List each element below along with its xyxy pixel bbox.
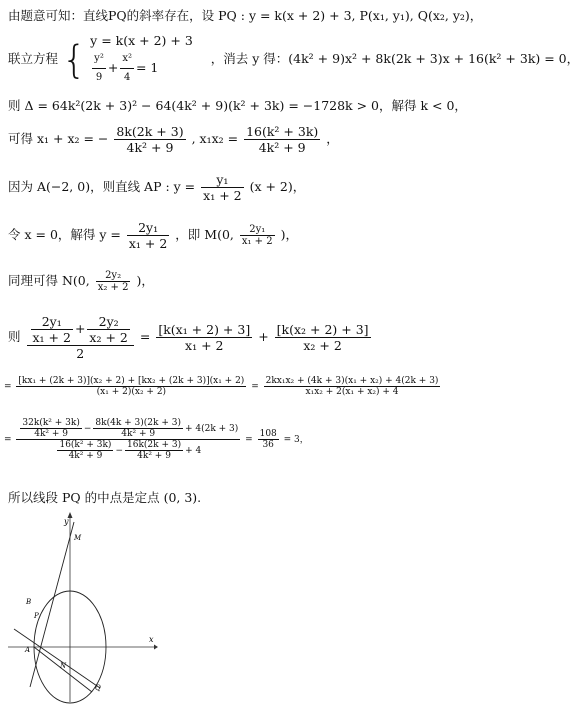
line-5 xyxy=(8,172,305,203)
ellipse-diagram xyxy=(8,512,158,702)
frac-den: 4k² + 9 xyxy=(68,451,103,461)
frac-num: 8k(4k + 3)(2k + 3) xyxy=(95,418,181,428)
line-4-mid: , x₁x₂ = xyxy=(191,131,239,146)
frac-t1 xyxy=(20,418,81,439)
frac-num: [k(x₂ + 2) + 3] xyxy=(276,322,369,337)
system-eq2: $\frac{\text{y²}}{9}$ + $\frac{\text{x²}}{4}$ = 1 xyxy=(90,50,193,87)
frac-num: [k(x₁ + 2) + 3] xyxy=(158,322,251,337)
line-4-prefix: 可得 x₁ + x₂ = − xyxy=(8,131,109,146)
line-4 xyxy=(8,124,339,155)
frac-num: 108 xyxy=(259,429,277,439)
label-n: N xyxy=(60,662,67,670)
frac-num: 16k(2k + 3) xyxy=(127,440,182,450)
frac-den: x₁ + 2 xyxy=(32,330,71,345)
frac-num: 2y₁ xyxy=(127,220,169,236)
frac-num: [kx₁ + (2k + 3)](x₂ + 2) + [kx₂ + (2k + 3)](x₁ + 2) xyxy=(18,376,245,386)
line-8-prefix: 则 xyxy=(8,329,21,344)
system-eq1: y = k(x + 2) + 3 xyxy=(90,33,193,48)
frac-num: 16(k² + 3k) xyxy=(59,440,112,450)
bot-end: + 4 xyxy=(185,446,202,456)
line-11 xyxy=(8,488,201,506)
frac-den: x₁ + 2 xyxy=(128,236,168,251)
minus: − xyxy=(115,446,123,456)
frac-den: x₁ + 2 xyxy=(241,236,273,247)
line-6-mid: ，即 M(0, xyxy=(175,227,234,242)
frac-den: 4 xyxy=(123,72,131,83)
frac-num: y² xyxy=(92,50,106,69)
conclusion-text: 所以线段 PQ 的中点是定点 (0, 3). xyxy=(8,490,202,505)
line-7 xyxy=(8,270,154,293)
frac-den: x₁x₂ + 2(x₁ + x₂) + 4 xyxy=(305,387,399,397)
frac-den: 4k² + 9 xyxy=(34,429,69,439)
line-1 xyxy=(8,6,482,24)
equation-system xyxy=(90,32,193,87)
frac-d xyxy=(275,322,371,353)
label-a: A xyxy=(25,646,31,654)
frac-den: x₂ + 2 xyxy=(303,338,342,353)
line-5-prefix: 因为 A(−2, 0)，则直线 AP : y = xyxy=(8,179,196,194)
frac-b1 xyxy=(57,440,113,461)
frac-den: x₂ + 2 xyxy=(89,330,128,345)
label-q: Q xyxy=(95,684,101,692)
frac-y2-9 xyxy=(92,50,106,87)
system-prefix: 联立方程 xyxy=(8,51,59,66)
frac-b2 xyxy=(125,440,183,461)
frac-den: 9 xyxy=(95,72,103,83)
frac-slope xyxy=(201,172,243,203)
equals: = xyxy=(251,382,259,392)
frac-simplified xyxy=(264,376,441,397)
frac-2y1 xyxy=(31,314,73,345)
label-p: P xyxy=(34,612,39,620)
frac-den: 4k² + 9 xyxy=(121,429,156,439)
plus: + xyxy=(74,321,86,336)
system-suffix: ，消去 y 得：(4k² + 9)x² + 8k(2k + 3)x + 16(k² + 3k) = 0， xyxy=(210,51,579,66)
frac-den: 4k² + 9 xyxy=(126,140,174,155)
frac-num: 2y₂ xyxy=(87,314,129,330)
frac-num: 2y₂ xyxy=(96,270,131,282)
frac-m-coord xyxy=(240,224,275,247)
frac-result xyxy=(258,429,279,450)
frac-sum xyxy=(114,124,185,155)
label-y: y xyxy=(64,517,69,526)
frac-num: 8k(2k + 3) xyxy=(116,124,184,139)
line-10 xyxy=(4,418,309,461)
label-m: M xyxy=(74,534,82,542)
line-3 xyxy=(8,96,467,114)
line-am xyxy=(30,522,74,687)
frac-m-y xyxy=(127,220,169,251)
frac-2y2 xyxy=(87,314,129,345)
label-x: x xyxy=(149,635,154,644)
frac-den: 2 xyxy=(76,346,85,361)
frac-num: 32k(k² + 3k) xyxy=(22,418,80,428)
frac-expanded xyxy=(16,376,246,397)
frac-den: x₁ + 2 xyxy=(203,188,242,203)
frac-num: y₁ xyxy=(201,172,243,188)
x-axis-arrow xyxy=(154,645,158,650)
line-10-suffix: = 3， xyxy=(283,435,309,445)
frac-num xyxy=(16,418,240,440)
frac-den: x₂ + 2 xyxy=(97,282,129,293)
frac-den: (x₁ + 2)(x₂ + 2) xyxy=(96,387,167,397)
frac-t2 xyxy=(93,418,183,439)
line-8 xyxy=(8,314,373,361)
frac-product xyxy=(244,124,320,155)
frac-den: 36 xyxy=(262,440,274,450)
frac-midpoint xyxy=(27,314,134,361)
line-pq xyxy=(14,629,100,688)
label-b: B xyxy=(26,598,32,606)
line-3-text: 则 Δ = 64k²(2k + 3)² − 64(4k² + 9)(k² + 3k) = −1728k > 0，解得 k < 0， xyxy=(8,98,467,113)
frac-den xyxy=(16,440,240,461)
line-6-suffix: )， xyxy=(280,227,298,242)
top-end: + 4(2k + 3) xyxy=(184,424,239,434)
line-2-system xyxy=(8,32,579,87)
equals: = xyxy=(4,435,12,445)
system-brace: { xyxy=(62,37,87,82)
equals: = xyxy=(245,435,253,445)
frac-num xyxy=(27,314,134,346)
frac-den: 4k² + 9 xyxy=(258,140,306,155)
line-7-suffix: )， xyxy=(136,273,154,288)
frac-substituted xyxy=(16,418,240,461)
minus: − xyxy=(83,424,92,434)
line-5-suffix: (x + 2)， xyxy=(249,179,306,194)
system-eq2-rhs: = 1 xyxy=(135,60,159,75)
frac-c xyxy=(156,322,252,353)
frac-num: 2y₁ xyxy=(31,314,73,330)
equals: = xyxy=(139,329,151,344)
line-9 xyxy=(4,376,442,397)
line-6-prefix: 令 x = 0，解得 y = xyxy=(8,227,121,242)
frac-num: x² xyxy=(120,50,134,69)
frac-den: 4k² + 9 xyxy=(137,451,171,461)
frac-den: x₁ + 2 xyxy=(185,338,224,353)
line-1-text: 由题意可知：直线PQ的斜率存在，设 PQ : y = k(x + 2) + 3, P(x₁, y₁), Q(x₂, y₂)， xyxy=(8,8,483,23)
frac-n-coord xyxy=(96,270,131,293)
line-7-prefix: 同理可得 N(0, xyxy=(8,273,90,288)
line-6 xyxy=(8,220,298,251)
equals: = xyxy=(4,382,12,392)
frac-x2-4 xyxy=(120,50,134,87)
frac-num: 16(k² + 3k) xyxy=(246,124,319,139)
plus: + xyxy=(258,329,269,344)
frac-num: 2y₁ xyxy=(240,224,275,236)
line-4-suffix: ， xyxy=(326,131,339,146)
frac-num: 2kx₁x₂ + (4k + 3)(x₁ + x₂) + 4(2k + 3) xyxy=(265,376,439,386)
